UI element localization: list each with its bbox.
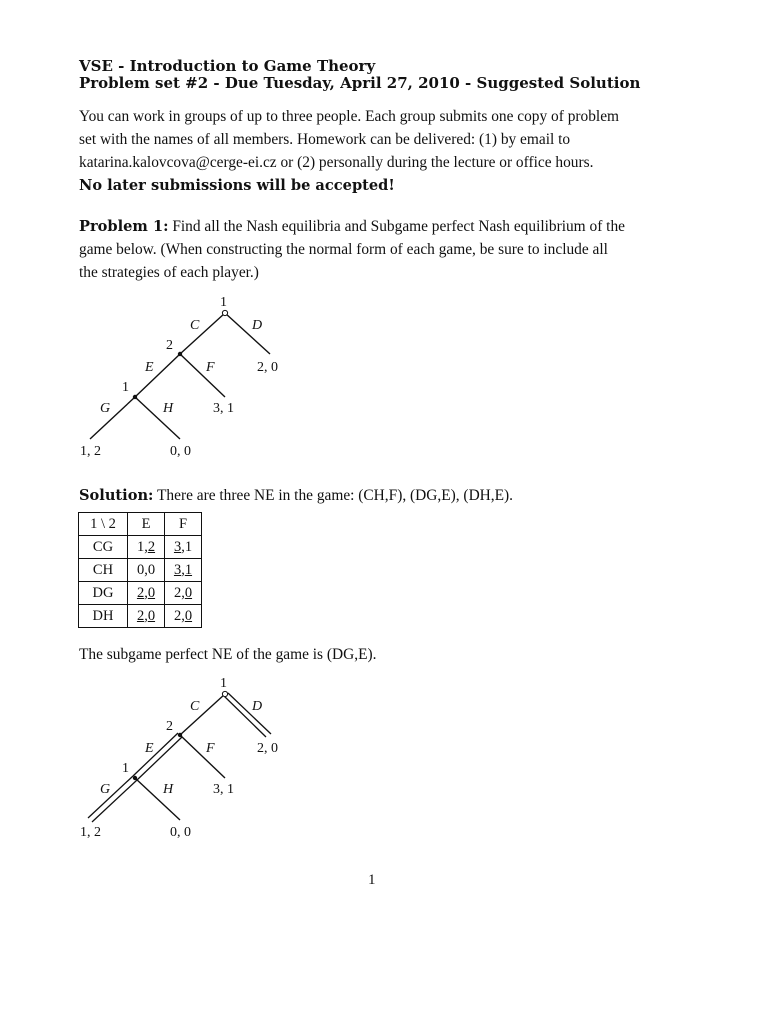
tree-payoff-D: 2, 0 (257, 360, 278, 375)
tree-action-C: C (190, 699, 200, 714)
problem1-line-2: game below. (When constructing the normal form of each game, be sure to include all (79, 241, 608, 258)
edge-E-double (133, 733, 178, 776)
payoff-text: 0,0 (136, 562, 156, 578)
intro-warning: No later submissions will be accepted! (79, 177, 395, 194)
best-response-payoff: 2 (147, 539, 156, 555)
payoff-text: , (144, 608, 148, 624)
intro-line-2: set with the names of all members. Homework can be delivered: (1) by email to (79, 131, 571, 148)
edge-C (180, 694, 225, 735)
matrix-corner: 1 \ 2 (79, 513, 128, 536)
matrix-col-header: E (128, 513, 165, 536)
tree-action-G: G (100, 401, 111, 416)
page-number: 1 (368, 872, 376, 888)
best-response-payoff: 3 (173, 539, 182, 555)
tree-player-mid: 2 (166, 719, 173, 734)
problem1-text-1: Find all the Nash equilibria and Subgame perfect Nash equilibrium of the (168, 218, 625, 235)
tree-action-C: C (190, 318, 200, 333)
node-player1-low (133, 776, 137, 780)
solution-label: Solution: (79, 487, 154, 504)
node-player2 (178, 733, 182, 737)
best-response-payoff: 2 (136, 585, 145, 601)
spne-text: The subgame perfect NE of the game is (DG,E). (79, 646, 377, 663)
intro-line-1: You can work in groups of up to three people. Each group submits one copy of problem (79, 108, 620, 125)
matrix-col-header: F (165, 513, 202, 536)
problem1-line-3: the strategies of each player.) (79, 264, 259, 281)
matrix-row-strategy: CH (79, 559, 128, 582)
tree-payoff-G: 1, 2 (80, 825, 101, 840)
tree-payoff-D: 2, 0 (257, 741, 278, 756)
payoff-text: , (181, 562, 185, 578)
edge-H (135, 778, 180, 820)
tree-action-E: E (145, 741, 154, 756)
tree-player-root: 1 (220, 295, 227, 310)
edge-G-double (92, 780, 137, 822)
tree-action-D: D (252, 699, 263, 714)
edge-F (180, 735, 225, 778)
tree-payoff-F: 3, 1 (213, 782, 234, 797)
matrix-row-strategy: DH (79, 605, 128, 628)
tree-payoff-H: 0, 0 (170, 825, 191, 840)
best-response-payoff: 1 (184, 562, 193, 578)
matrix-row-strategy: DG (79, 582, 128, 605)
best-response-payoff: 3 (173, 562, 182, 578)
tree-player-mid: 2 (166, 338, 173, 353)
tree-action-H: H (163, 401, 174, 416)
tree-action-H: H (163, 782, 174, 797)
matrix-row-strategy: CG (79, 536, 128, 559)
tree-action-G: G (100, 782, 111, 797)
intro-line-3: katarina.kalovcova@cerge-ei.cz or (2) personally during the lecture or office hours. (79, 154, 594, 171)
problem1-label: Problem 1: (79, 218, 169, 235)
payoff-text: 2, (173, 608, 185, 624)
tree-action-F: F (206, 741, 215, 756)
tree-player-low: 1 (122, 380, 129, 395)
payoff-text: 1, (136, 539, 148, 555)
solution-text: There are three NE in the game: (CH,F), (DG,E), (DH,E). (153, 487, 514, 504)
tree-player-low: 1 (122, 761, 129, 776)
payoff-text: 2, (173, 585, 185, 601)
payoff-text: , (144, 585, 148, 601)
header-subtitle: Problem set #2 - Due Tuesday, April 27, 2010 - Suggested Solution (79, 74, 641, 92)
tree-action-E: E (145, 360, 154, 375)
tree-action-D: D (252, 318, 263, 333)
best-response-payoff: 0 (147, 608, 156, 624)
header-title: VSE - Introduction to Game Theory (79, 57, 376, 75)
best-response-payoff: 0 (147, 585, 156, 601)
edge-D-double (228, 693, 271, 734)
tree-payoff-H: 0, 0 (170, 444, 191, 459)
tree-payoff-F: 3, 1 (213, 401, 234, 416)
best-response-payoff: 2 (136, 608, 145, 624)
best-response-payoff: 0 (184, 608, 193, 624)
payoff-text: ,1 (181, 539, 193, 555)
tree-payoff-G: 1, 2 (80, 444, 101, 459)
root-node (222, 691, 227, 696)
tree-player-root: 1 (220, 676, 227, 691)
edge-E-double (137, 737, 182, 780)
tree-action-F: F (206, 360, 215, 375)
best-response-payoff: 0 (184, 585, 193, 601)
edge-G-double (88, 776, 133, 818)
